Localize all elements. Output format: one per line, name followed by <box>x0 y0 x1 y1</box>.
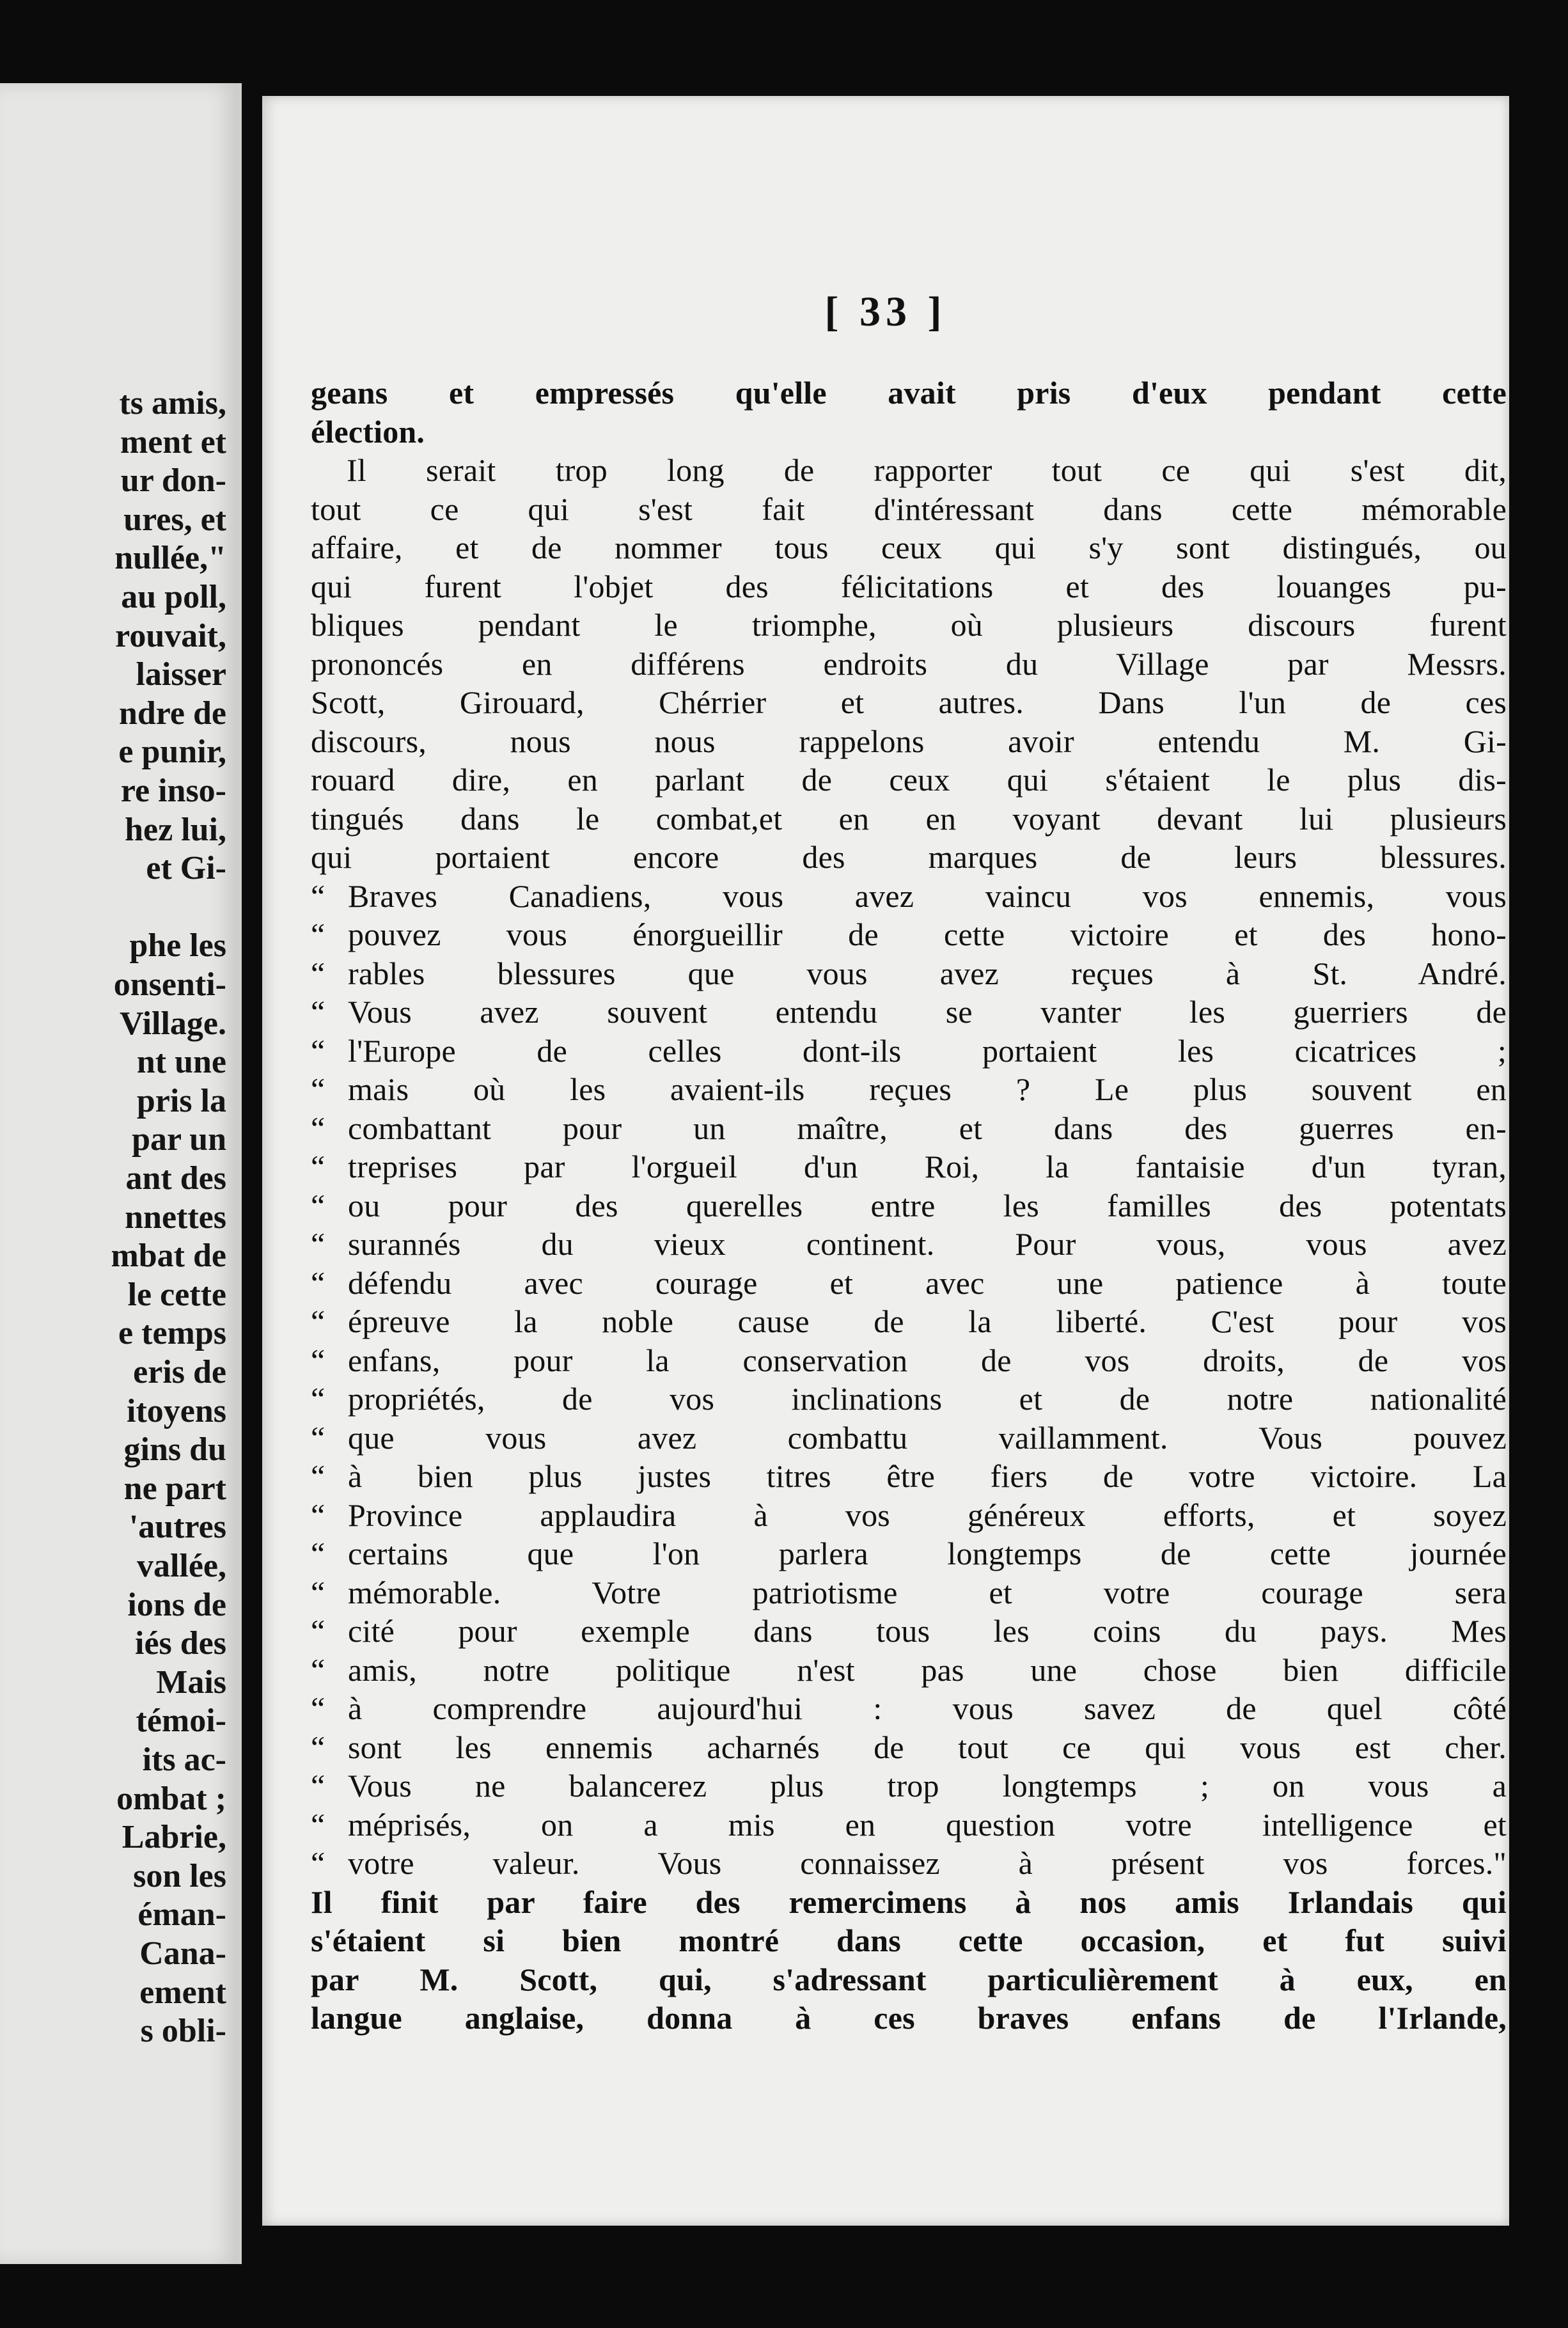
left-page-line: ne part <box>123 1470 226 1507</box>
left-page-line: son les <box>133 1857 226 1894</box>
text-line: Scott, Girouard, Chérrier et autres. Dans l'un de ces <box>311 684 1507 720</box>
left-page-line: éman- <box>137 1896 226 1933</box>
quote-mark: “ <box>311 1032 325 1069</box>
quote-mark: “ <box>311 1651 325 1688</box>
left-page-line: le cette <box>127 1276 226 1313</box>
text-line-content: propriétés, de vos inclinations et de notre nationalité <box>348 1381 1507 1417</box>
text-line <box>311 1070 1507 1109</box>
text-line <box>311 1457 1507 1496</box>
text-line-content: défendu avec courage et avec une patience à toute <box>348 1264 1507 1301</box>
text-line-content: votre valeur. Vous connaissez à présent vos forces." <box>348 1845 1507 1881</box>
text-line-content: mémorable. Votre patriotisme et votre courage sera <box>348 1574 1507 1610</box>
text-line <box>311 1341 1507 1380</box>
left-page-line: ur don- <box>120 462 226 499</box>
text-line-content: Province applaudira à vos généreux efforts, et soyez <box>348 1497 1507 1533</box>
left-page-line: pris la <box>136 1082 226 1119</box>
quote-mark: “ <box>311 1768 325 1804</box>
left-page-line: ement <box>139 1974 226 2011</box>
quote-mark: “ <box>311 1226 325 1262</box>
text-line-content: enfans, pour la conservation de vos droits, de vos <box>348 1342 1507 1378</box>
text-line: Il finit par faire des remercimens à nos amis Irlandais qui <box>311 1884 1507 1920</box>
left-page-line: laisser <box>136 656 226 693</box>
quote-mark: “ <box>311 1536 325 1571</box>
text-line: s'étaient si bien montré dans cette occasion, et fut suivi <box>311 1923 1507 1958</box>
left-page-line: hez lui, <box>125 811 226 848</box>
body-text <box>311 374 1507 2038</box>
text-line-content: méprisés, on a mis en question votre intelligence et <box>348 1806 1507 1843</box>
text-line: langue anglaise, donna à ces braves enfans de l'Irlande, <box>311 2000 1507 2036</box>
text-line-content: cité pour exemple dans tous les coins du pays. Mes <box>348 1613 1507 1649</box>
quote-mark: “ <box>311 994 325 1030</box>
text-line: Il serait trop long de rapporter tout ce qui s'est dit, <box>347 452 1507 488</box>
text-line-content: que vous avez combattu vaillamment. Vous pouvez <box>348 1419 1507 1456</box>
left-page-line: s obli- <box>140 2013 226 2050</box>
text-line <box>311 954 1507 993</box>
text-line-content: sont les ennemis acharnés de tout ce qui vous est cher. <box>348 1729 1507 1765</box>
left-page-line: 'autres <box>129 1509 226 1546</box>
quote-mark: “ <box>311 1110 325 1146</box>
text-line: qui furent l'objet des félicitations et des louanges pu- <box>311 568 1507 604</box>
left-page-line: gins du <box>123 1431 226 1468</box>
text-line <box>311 1380 1507 1419</box>
left-page-line: ions de <box>127 1586 226 1623</box>
text-line-content: amis, notre politique n'est pas une chose bien difficile <box>348 1651 1507 1688</box>
text-line <box>311 1805 1507 1844</box>
left-page-line: vallée, <box>136 1548 226 1584</box>
quote-mark: “ <box>311 1149 325 1184</box>
text-line <box>311 1844 1507 1883</box>
text-line-content: rables blessures que vous avez reçues à St. André. <box>348 955 1507 991</box>
text-line-content: pouvez vous énorgueillir de cette victoire et des hono- <box>348 916 1507 952</box>
text-line-content: Vous ne balancerez plus trop longtemps ; on vous a <box>348 1768 1507 1804</box>
left-page-line: nnettes <box>125 1199 226 1236</box>
text-line: geans et empressés qu'elle avait pris d'eux pendant cette <box>311 375 1507 411</box>
text-line: bliques pendant le triomphe, où plusieurs discours furent <box>311 607 1507 643</box>
text-line <box>311 1264 1507 1303</box>
text-line <box>311 1302 1507 1341</box>
text-line <box>311 1496 1507 1535</box>
text-line <box>311 1186 1507 1225</box>
left-page-line: its ac- <box>142 1742 226 1778</box>
left-page-line: Cana- <box>139 1935 226 1972</box>
left-page-line: re inso- <box>120 773 226 809</box>
left-page-line: ts amis, <box>119 385 226 421</box>
left-page-line: Mais <box>156 1663 226 1701</box>
text-line-content: épreuve la noble cause de la liberté. C'est pour vos <box>348 1303 1507 1339</box>
left-page-line: au poll, <box>121 579 226 615</box>
left-page-line: nullée," <box>114 540 226 577</box>
left-page-line: Village. <box>119 1005 226 1042</box>
left-page-line: onsenti- <box>113 966 226 1003</box>
left-page-line: phe les <box>129 927 226 964</box>
text-line: rouard dire, en parlant de ceux qui s'étaient le plus dis- <box>311 762 1507 798</box>
quote-mark: “ <box>311 1264 325 1301</box>
text-line <box>311 1419 1507 1458</box>
left-page-fragment <box>0 83 242 2264</box>
quote-mark: “ <box>311 1381 325 1417</box>
text-line <box>311 1109 1507 1148</box>
text-line <box>311 1147 1507 1186</box>
left-page-line: mbat de <box>111 1238 226 1275</box>
text-line: tout ce qui s'est fait d'intéressant dans cette mémorable <box>311 491 1507 527</box>
quote-mark: “ <box>311 1497 325 1533</box>
text-line <box>311 1534 1507 1573</box>
left-page-line: ant des <box>125 1160 226 1197</box>
quote-mark: “ <box>311 877 325 914</box>
left-page-line: iés des <box>135 1625 226 1662</box>
text-line-content: Braves Canadiens, vous avez vaincu vos ennemis, vous <box>348 877 1507 914</box>
quote-mark: “ <box>311 1419 325 1456</box>
text-line-content: treprises par l'orgueil d'un Roi, la fantaisie d'un tyran, <box>348 1149 1507 1184</box>
text-line-content: ou pour des querelles entre les familles des potentats <box>348 1187 1507 1223</box>
quote-mark: “ <box>311 1187 325 1223</box>
text-line-content: à bien plus justes titres être fiers de votre victoire. La <box>348 1458 1507 1494</box>
text-line: qui portaient encore des marques de leurs blessures. <box>311 839 1507 875</box>
text-line: prononcés en différens endroits du Village par Messrs. <box>311 645 1507 682</box>
text-line <box>311 1651 1507 1690</box>
page-number: [ 33 ] <box>824 288 947 335</box>
quote-mark: “ <box>311 955 325 991</box>
text-line <box>311 1573 1507 1612</box>
text-line-content: l'Europe de celles dont-ils portaient les cicatrices ; <box>348 1032 1507 1069</box>
left-page-line: et Gi- <box>146 850 226 887</box>
quote-mark: “ <box>311 1729 325 1765</box>
quote-mark: “ <box>311 1574 325 1610</box>
text-line-content: surannés du vieux continent. Pour vous, vous avez <box>348 1226 1507 1262</box>
text-line-content: certains que l'on parlera longtemps de cette journée <box>348 1536 1507 1571</box>
quote-mark: “ <box>311 1613 325 1649</box>
text-line: discours, nous nous rappelons avoir entendu M. Gi- <box>311 723 1507 759</box>
text-line: affaire, et de nommer tous ceux qui s'y sont distingués, ou <box>311 530 1507 565</box>
quote-mark: “ <box>311 1342 325 1378</box>
left-page-line: par un <box>132 1121 226 1158</box>
right-page <box>262 96 1509 2226</box>
text-line <box>311 1766 1507 1805</box>
quote-mark: “ <box>311 1458 325 1494</box>
left-page-line: rouvait, <box>115 617 226 654</box>
quote-mark: “ <box>311 1071 325 1107</box>
text-line <box>311 1728 1507 1767</box>
left-page-line: Labrie, <box>122 1819 226 1856</box>
text-line: tingués dans le combat,et en en voyant devant lui plusieurs <box>311 800 1507 837</box>
left-page-line: eris de <box>133 1354 226 1390</box>
text-line <box>311 993 1507 1032</box>
text-line-content: à comprendre aujourd'hui : vous savez de quel côté <box>348 1690 1507 1726</box>
quote-mark: “ <box>311 916 325 952</box>
left-page-line: itoyens <box>127 1392 226 1429</box>
text-line-content: combattant pour un maître, et dans des guerres en- <box>348 1110 1507 1146</box>
left-page-line: ures, et <box>123 501 226 538</box>
text-line <box>311 877 1507 916</box>
text-line <box>311 1689 1507 1728</box>
quote-mark: “ <box>311 1303 325 1339</box>
text-line <box>311 1032 1507 1071</box>
text-line-content: Vous avez souvent entendu se vanter les guerriers de <box>348 994 1507 1030</box>
left-page-line: ndre de <box>118 695 226 732</box>
text-line: élection. <box>311 413 425 450</box>
quote-mark: “ <box>311 1690 325 1726</box>
left-page-line: témoi- <box>136 1703 226 1740</box>
left-page-line: e punir, <box>118 734 226 771</box>
left-page-line: nt une <box>136 1044 226 1081</box>
quote-mark: “ <box>311 1845 325 1881</box>
text-line: par M. Scott, qui, s'adressant particulièrement à eux, en <box>311 1961 1507 1997</box>
text-line-content: mais où les avaient-ils reçues ? Le plus souvent en <box>348 1071 1507 1107</box>
text-line <box>311 1225 1507 1264</box>
text-line <box>311 1612 1507 1651</box>
left-page-line: e temps <box>118 1315 226 1352</box>
text-line <box>311 915 1507 954</box>
quote-mark: “ <box>311 1806 325 1843</box>
left-page-line: ombat ; <box>116 1780 226 1817</box>
left-page-line: ment et <box>120 423 226 460</box>
